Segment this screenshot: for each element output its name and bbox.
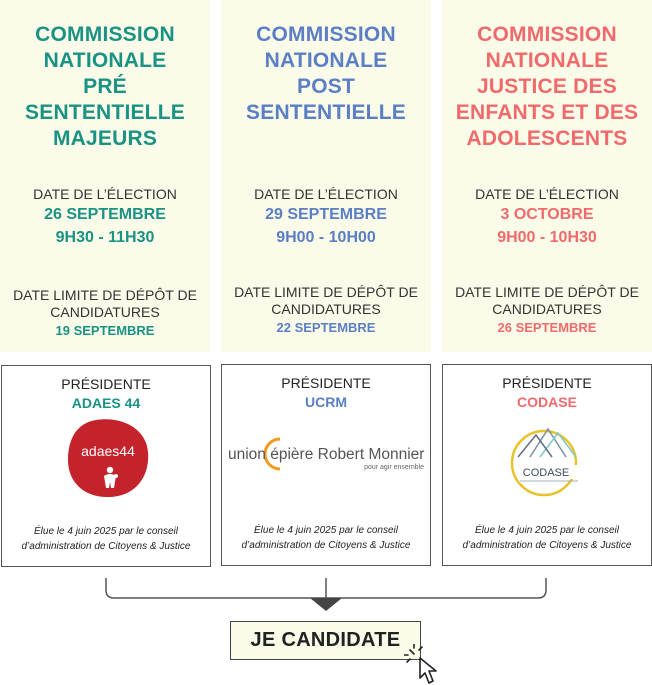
election-date-label: DATE DE L’ÉLECTION [254, 186, 398, 202]
deadline-label: DATE LIMITE DE DÉPÔT DE CANDIDATURES [13, 287, 197, 320]
president-name: ADAES 44 [71, 395, 141, 411]
election-note: Élue le 4 juin 2025 par le conseil d’administration de Citoyens & Justice [21, 526, 191, 552]
deadline-label: DATE LIMITE DE DÉPÔT DE CANDIDATURES [455, 284, 639, 317]
president-label: PRÉSIDENTE [61, 376, 151, 392]
election-time: 9H30 - 11H30 [55, 229, 155, 246]
president-name: CODASE [517, 394, 577, 410]
commission-title: COMMISSION NATIONALE PRÉ SENTENTIELLE MAJEURS [25, 23, 185, 150]
ucrm-logo-tagline: pour agir ensemble [364, 464, 424, 471]
president-name: UCRM [305, 394, 347, 410]
deadline-date: 22 SEPTEMBRE [276, 320, 376, 335]
codase-logo-text: CODASE [522, 467, 570, 479]
commission-title: COMMISSION NATIONALE POST SENTENTIELLE [246, 23, 406, 124]
commission-title: COMMISSION NATIONALE JUSTICE DES ENFANTS ET DES ADOLESCENTS [455, 23, 639, 150]
election-note: Élue le 4 juin 2025 par le conseil d’administration de Citoyens & Justice [241, 525, 411, 551]
election-date: 29 SEPTEMBRE [265, 206, 387, 223]
election-note: Élue le 4 juin 2025 par le conseil d’administration de Citoyens & Justice [462, 525, 632, 551]
deadline-label: DATE LIMITE DE DÉPÔT DE CANDIDATURES [234, 284, 418, 317]
president-label: PRÉSIDENTE [502, 375, 592, 391]
je-candidate-button[interactable]: JE CANDIDATE [230, 621, 421, 660]
deadline-date: 26 SEPTEMBRE [497, 320, 597, 335]
ucrm-logo-text: union épière Robert Monnier [228, 446, 425, 463]
deadline-date: 19 SEPTEMBRE [55, 323, 155, 338]
president-label: PRÉSIDENTE [281, 375, 371, 391]
adaes44-logo-text: adaes44 [81, 443, 135, 459]
election-time: 9H00 - 10H00 [276, 229, 376, 246]
pointer-hand-click-icon [404, 644, 448, 685]
election-date-label: DATE DE L’ÉLECTION [33, 186, 177, 202]
election-date: 26 SEPTEMBRE [44, 206, 166, 223]
election-time: 9H00 - 10H30 [497, 229, 597, 246]
election-date: 3 OCTOBRE [500, 206, 594, 223]
election-date-label: DATE DE L’ÉLECTION [475, 186, 619, 202]
